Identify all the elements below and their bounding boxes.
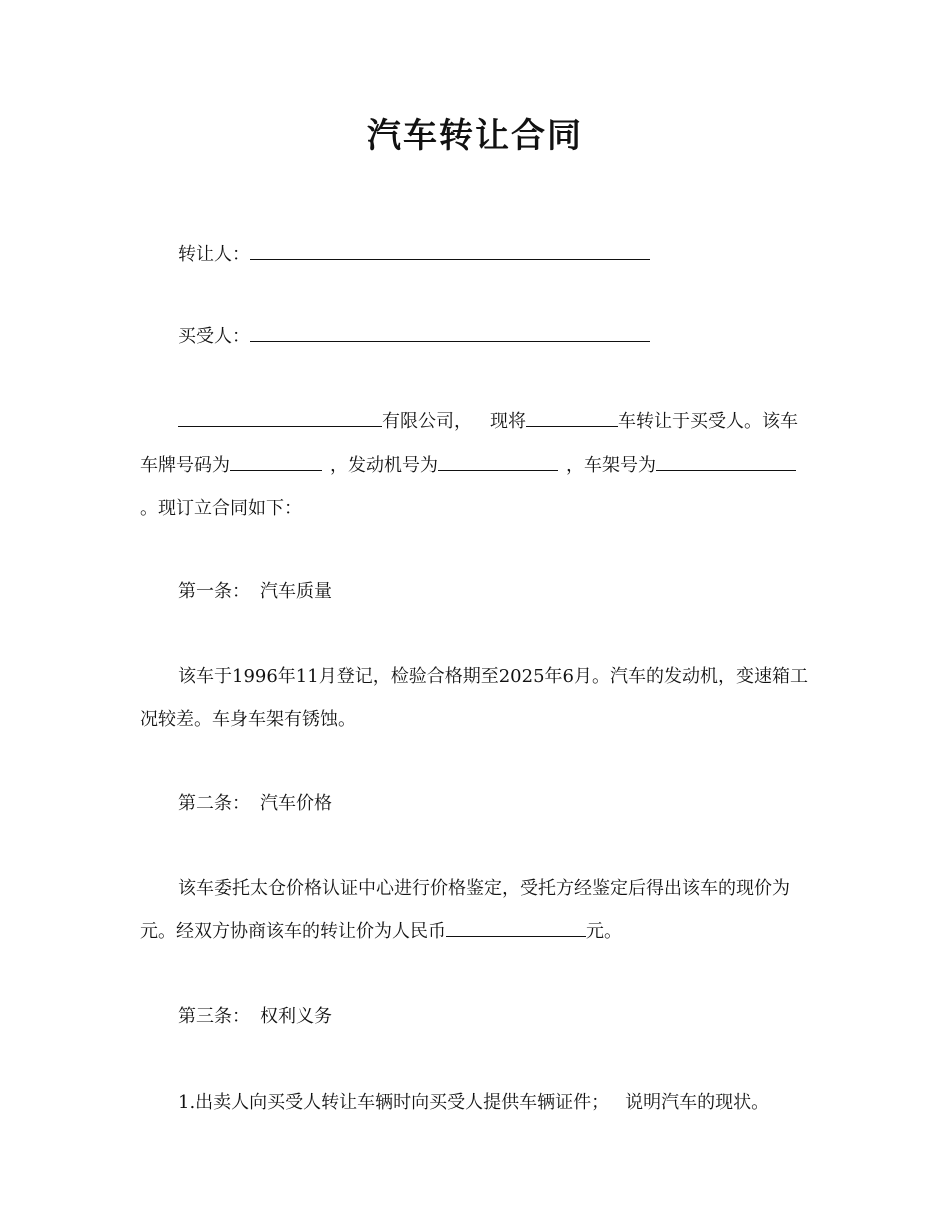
transferee-line [178,323,650,351]
article-3-heading [178,1003,332,1031]
plate-blank [230,452,322,471]
price-blank [446,918,586,937]
article-1-text-1: 该车于1996年11月登记，检验合格期至2025年6月。汽车的发动机，变速箱工 [178,666,808,687]
transferee-blank [250,323,650,342]
frame-blank [656,452,796,471]
article-3-item-1-part-1: 1.出卖人向买受人转让车辆时向买受人提供车辆证件； [178,1092,610,1113]
engine-blank [438,452,558,471]
article-2-number: 第二条： [178,793,250,814]
article-3-item-1-part-2: 说明汽车的现状。 [625,1092,770,1113]
article-2-text-2 [140,918,622,946]
engine-text: ，发动机号为 [330,455,438,476]
article-2-title: 汽车价格 [260,793,332,814]
article-3-item-1 [178,1089,769,1117]
plate-text: 车牌号码为 [140,455,230,476]
article-3-number: 第三条： [178,1006,250,1027]
vehicle-blank [526,408,618,427]
article-1-title: 汽车质量 [260,581,332,602]
transfer-text: 车转让于买受人。该车 [618,411,798,432]
article-3-title: 权利义务 [260,1006,332,1027]
price-suffix: 元。 [586,921,622,942]
transferee-label: 买受人： [178,326,250,347]
transferor-line [178,241,650,269]
now-text: 现将 [490,411,526,432]
company-blank [178,408,382,427]
frame-text: ，车架号为 [566,455,656,476]
intro-line-3: 。现订立合同如下： [140,498,302,519]
intro-line-2 [140,452,796,480]
transferor-label: 转让人： [178,244,250,265]
article-2-heading [178,790,332,818]
transferor-blank [250,241,650,260]
intro-line-1 [178,408,798,436]
article-1-text-2: 况较差。车身车架有锈蚀。 [140,709,356,730]
price-prefix: 元。经双方协商该车的转让价为人民币 [140,921,446,942]
article-1-heading [178,578,332,606]
company-suffix: 有限公司， [382,411,472,432]
article-1-number: 第一条： [178,581,250,602]
document-title: 汽车转让合同 [367,116,583,156]
article-2-text-1: 该车委托太仓价格认证中心进行价格鉴定，受托方经鉴定后得出该车的现价为 [178,878,790,899]
